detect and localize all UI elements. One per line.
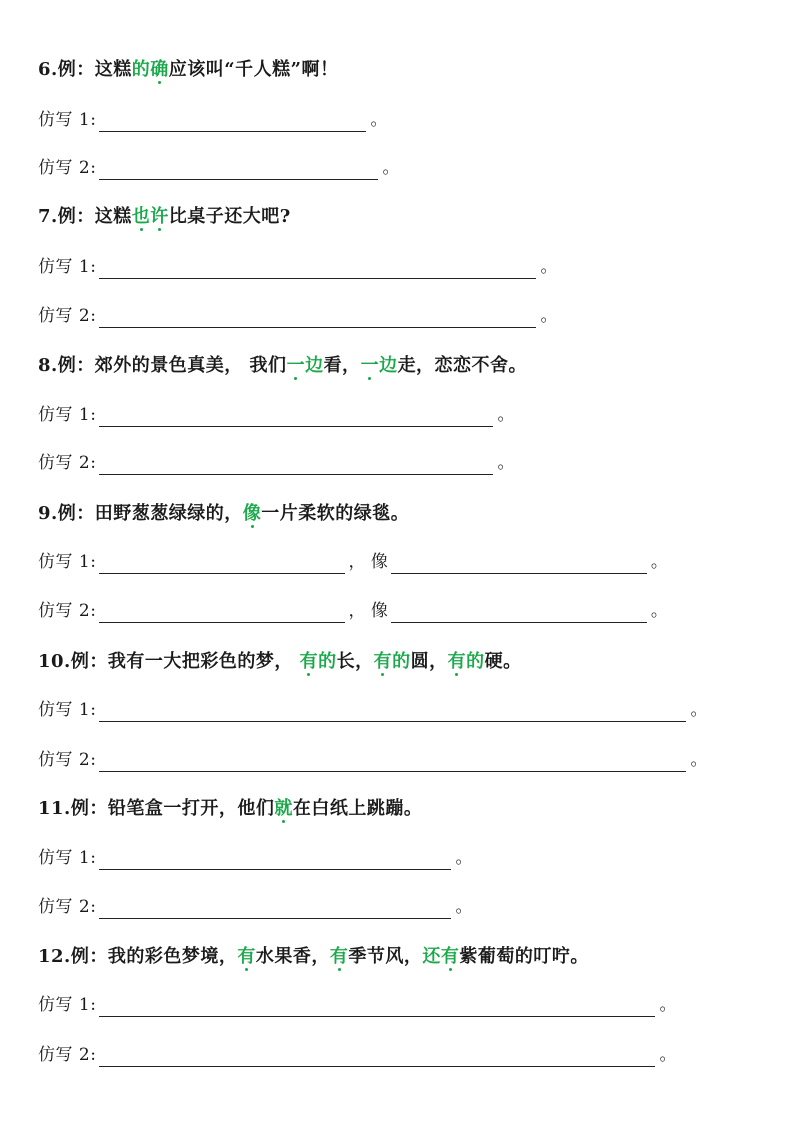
imitation-label: 仿写 2: — [38, 750, 97, 770]
sentence-text: 硬。 — [484, 651, 522, 672]
sentence-text: 圆， — [410, 651, 448, 672]
sentence-text: 季节风， — [348, 946, 423, 967]
highlighted-keyword: 还 — [422, 946, 441, 967]
ending-punctuation: 。 — [455, 848, 473, 868]
answer-blank[interactable] — [99, 751, 686, 772]
answer-blank[interactable] — [99, 553, 345, 574]
imitation-row — [38, 895, 472, 919]
imitation-label: 仿写 1: — [38, 700, 97, 720]
answer-blank[interactable] — [99, 701, 686, 722]
imitation-label: 仿写 1: — [38, 995, 97, 1015]
ending-punctuation: 。 — [650, 552, 668, 572]
example-sentence — [38, 354, 527, 378]
imitation-label: 仿写 2: — [38, 601, 97, 621]
answer-blank[interactable] — [99, 258, 536, 279]
answer-blank[interactable] — [99, 849, 451, 870]
imitation-row — [38, 156, 399, 180]
answer-blank[interactable] — [99, 111, 366, 132]
imitation-row — [38, 255, 557, 279]
ending-punctuation: 。 — [540, 257, 558, 277]
sentence-text: 看， — [323, 355, 361, 376]
imitation-label: 仿写 1: — [38, 405, 97, 425]
highlighted-keyword: 有 — [237, 946, 256, 967]
example-sentence — [38, 205, 291, 229]
ending-punctuation: 。 — [690, 700, 708, 720]
imitation-label: 仿写 2: — [38, 453, 97, 473]
question-number: 9. — [38, 503, 58, 524]
highlighted-keyword: 一 — [360, 355, 380, 376]
connector-text: ， 像 — [348, 601, 388, 621]
example-sentence — [38, 797, 422, 821]
sentence-text: 在白纸上跳蹦。 — [292, 798, 423, 819]
answer-blank[interactable] — [391, 553, 647, 574]
highlighted-keyword: 的 — [466, 651, 485, 672]
imitation-row — [38, 1043, 676, 1067]
sentence-text: 长， — [336, 651, 374, 672]
ending-punctuation: 。 — [370, 110, 388, 130]
answer-blank[interactable] — [99, 406, 493, 427]
ending-punctuation: 。 — [659, 1045, 677, 1065]
highlighted-keyword: 有 — [373, 651, 393, 672]
imitation-label: 仿写 1: — [38, 257, 97, 277]
imitation-row — [38, 304, 557, 328]
imitation-row — [38, 698, 707, 722]
imitation-row — [38, 108, 387, 132]
imitation-row — [38, 550, 668, 574]
sentence-text: 例：我的彩色梦境， — [70, 946, 238, 967]
ending-punctuation: 。 — [497, 453, 515, 473]
ending-punctuation: 。 — [650, 601, 668, 621]
ending-punctuation: 。 — [690, 750, 708, 770]
imitation-label: 仿写 2: — [38, 1045, 97, 1065]
sentence-text: 例：这糕 — [57, 206, 132, 227]
sentence-text: 走，恋恋不舍。 — [397, 355, 528, 376]
imitation-label: 仿写 2: — [38, 158, 97, 178]
highlighted-keyword: 边 — [305, 355, 324, 376]
highlighted-keyword: 有 — [447, 651, 467, 672]
imitation-row — [38, 993, 676, 1017]
example-sentence — [38, 58, 339, 82]
sentence-text: 例：郊外的景色真美， 我们 — [57, 355, 287, 376]
highlighted-keyword: 就 — [274, 798, 293, 819]
sentence-text: 应该叫“千人糕”啊！ — [168, 59, 339, 80]
imitation-row — [38, 451, 514, 475]
imitation-row — [38, 403, 514, 427]
highlighted-keyword: 的 — [392, 651, 411, 672]
question-number: 10. — [38, 651, 71, 672]
highlighted-keyword: 像 — [242, 503, 262, 524]
question-number: 8. — [38, 355, 58, 376]
highlighted-keyword: 的 — [131, 59, 151, 80]
answer-blank[interactable] — [99, 1046, 655, 1067]
ending-punctuation: 。 — [540, 306, 558, 326]
ending-punctuation: 。 — [497, 405, 515, 425]
example-sentence — [38, 945, 589, 969]
highlighted-keyword: 有 — [329, 946, 349, 967]
sentence-text: 例：这糕 — [57, 59, 132, 80]
ending-punctuation: 。 — [455, 897, 473, 917]
imitation-label: 仿写 2: — [38, 306, 97, 326]
highlighted-keyword: 有 — [440, 946, 460, 967]
highlighted-keyword: 一 — [286, 355, 306, 376]
question-number: 11. — [38, 798, 71, 819]
question-number: 6. — [38, 59, 58, 80]
imitation-label: 仿写 1: — [38, 848, 97, 868]
highlighted-keyword: 边 — [379, 355, 398, 376]
sentence-text: 水果香， — [255, 946, 330, 967]
sentence-text: 比桌子还大吧? — [168, 206, 291, 227]
answer-blank[interactable] — [99, 307, 536, 328]
answer-blank[interactable] — [99, 602, 345, 623]
highlighted-keyword: 有 — [299, 651, 319, 672]
highlighted-keyword: 许 — [150, 206, 169, 227]
imitation-row — [38, 846, 472, 870]
sentence-text: 例：田野葱葱绿绿的， — [57, 503, 243, 524]
answer-blank[interactable] — [99, 898, 451, 919]
ending-punctuation: 。 — [659, 995, 677, 1015]
question-number: 7. — [38, 206, 58, 227]
answer-blank[interactable] — [99, 454, 493, 475]
imitation-row — [38, 599, 668, 623]
answer-blank[interactable] — [99, 996, 655, 1017]
answer-blank[interactable] — [391, 602, 647, 623]
highlighted-keyword: 也 — [131, 206, 151, 227]
question-number: 12. — [38, 946, 71, 967]
ending-punctuation: 。 — [382, 158, 400, 178]
imitation-label: 仿写 2: — [38, 897, 97, 917]
sentence-text: 紫葡萄的叮咛。 — [459, 946, 589, 967]
imitation-label: 仿写 1: — [38, 110, 97, 130]
imitation-row — [38, 748, 707, 772]
sentence-text: 一片柔软的绿毯。 — [261, 503, 410, 524]
sentence-text: 例：铅笔盒一打开，他们 — [70, 798, 275, 819]
highlighted-keyword: 确 — [150, 59, 169, 80]
example-sentence — [38, 650, 522, 674]
sentence-text: 例：我有一大把彩色的梦， — [70, 651, 300, 672]
example-sentence — [38, 502, 409, 526]
highlighted-keyword: 的 — [318, 651, 337, 672]
answer-blank[interactable] — [99, 159, 378, 180]
connector-text: ， 像 — [348, 552, 388, 572]
imitation-label: 仿写 1: — [38, 552, 97, 572]
